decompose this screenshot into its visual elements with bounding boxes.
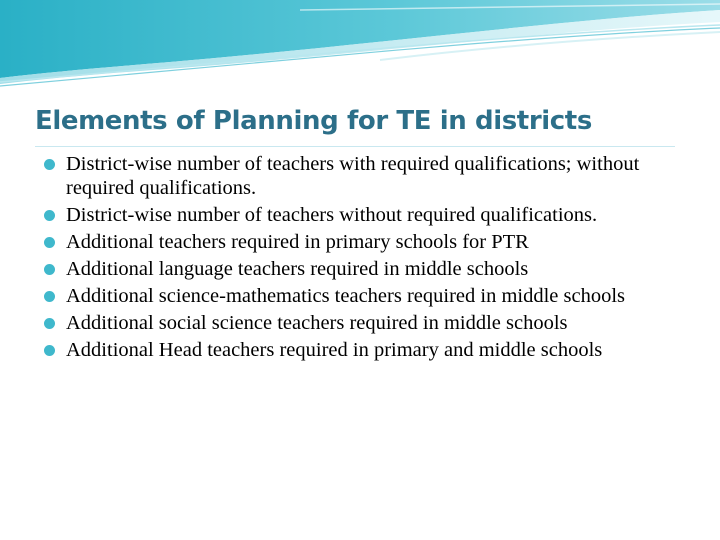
circle-bullet-icon (44, 210, 55, 221)
header-wave-decoration (0, 0, 720, 90)
list-item (44, 339, 704, 363)
bullet-text: Additional science-mathematics teachers required in middle schools (66, 284, 626, 307)
bullet-text: Additional Head teachers required in primary and middle schools (66, 338, 603, 361)
list-item (44, 204, 704, 228)
list-item (44, 258, 704, 282)
slide-title: Elements of Planning for TE in districts (35, 106, 592, 136)
circle-bullet-icon (44, 345, 55, 356)
bullet-text: Additional language teachers required in middle schools (66, 257, 529, 280)
bullet-text: District-wise number of teachers without required qualifications. (66, 203, 598, 226)
list-item (44, 153, 704, 200)
list-item (44, 285, 704, 309)
list-item (44, 312, 704, 336)
list-item (44, 231, 704, 255)
circle-bullet-icon (44, 318, 55, 329)
circle-bullet-icon (44, 159, 55, 170)
circle-bullet-icon (44, 264, 55, 275)
circle-bullet-icon (44, 237, 55, 248)
bullet-list (44, 153, 704, 366)
bullet-text: District-wise number of teachers with required qualifications; without required qualifications. (66, 153, 640, 199)
bullet-text: Additional teachers required in primary schools for PTR (66, 230, 529, 253)
title-divider (35, 146, 675, 147)
bullet-text: Additional social science teachers required in middle schools (66, 311, 568, 334)
circle-bullet-icon (44, 291, 55, 302)
